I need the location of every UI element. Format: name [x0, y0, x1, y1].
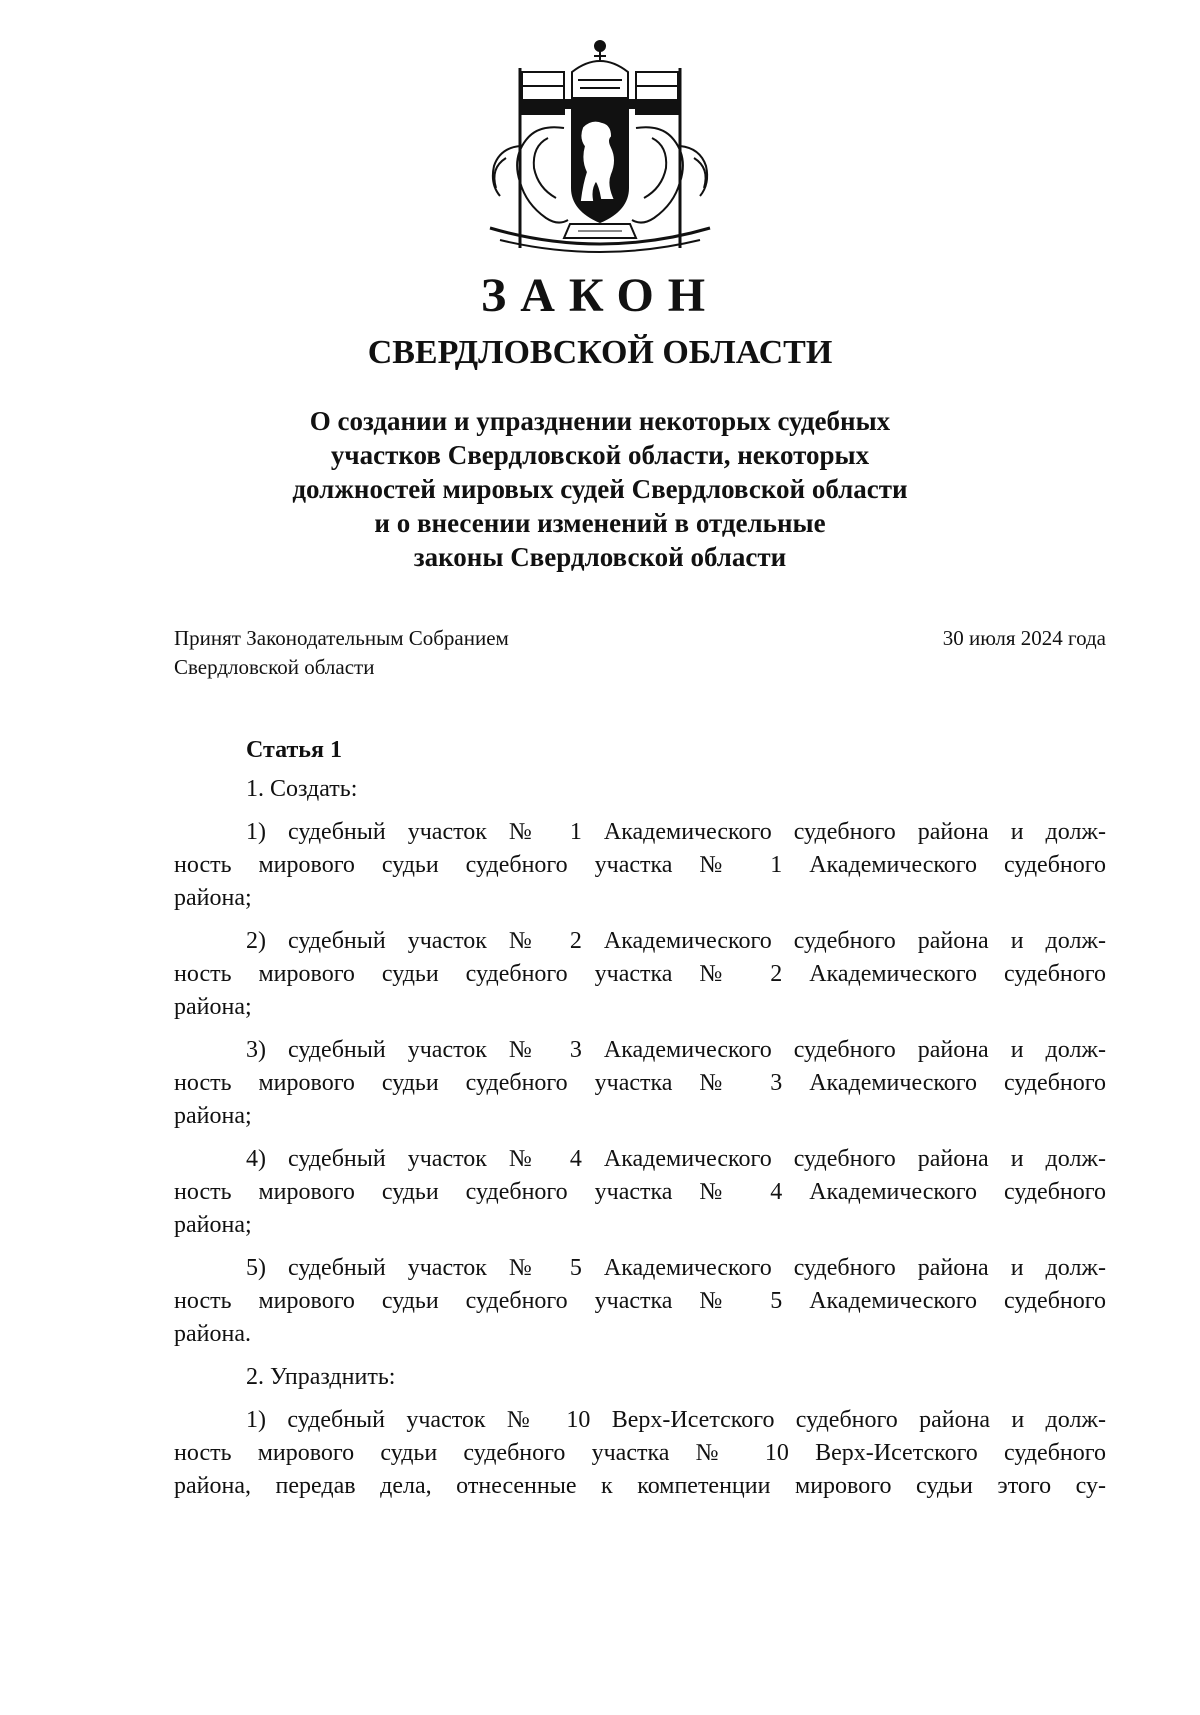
adoption-date: 30 июля 2024 года	[942, 626, 1106, 650]
text-line: 3) судебный участок № 3 Академического судебного района и долж-	[246, 1037, 1106, 1063]
section-label	[174, 773, 1106, 806]
adopted-line: Свердловской области	[174, 655, 375, 679]
list-item	[174, 1143, 1106, 1242]
text-line: ность мирового судьи судебного участка № 3 Академического судебного	[174, 1070, 1106, 1096]
list-item	[174, 816, 1106, 915]
document-body	[174, 734, 1106, 1513]
subject-line: О создании и упразднении некоторых судебных	[309, 406, 891, 436]
text-line: 5) судебный участок № 5 Академического судебного района и долж-	[246, 1255, 1106, 1281]
document-region: СВЕРДЛОВСКОЙ ОБЛАСТИ	[367, 334, 833, 371]
text-line: ность мирового судьи судебного участка № 1 Академического судебного	[174, 852, 1106, 878]
text-line: ность мирового судьи судебного участка № 5 Академического судебного	[174, 1288, 1106, 1314]
text-line: ность мирового судьи судебного участка № 4 Академического судебного	[174, 1179, 1106, 1205]
text-line: района;	[174, 1103, 252, 1129]
abolish-items-list	[174, 1404, 1106, 1503]
text-line: ность мирового судьи судебного участка № 2 Академического судебного	[174, 961, 1106, 987]
sverdlovsk-coat-of-arms-icon	[460, 28, 740, 260]
list-item	[174, 1252, 1106, 1351]
text-line: 2) судебный участок № 2 Академического судебного района и долж-	[246, 928, 1106, 954]
text-line: 2. Упразднить:	[246, 1364, 396, 1390]
document-subject	[200, 404, 1000, 574]
subject-line: участков Свердловской области, некоторых	[330, 440, 870, 470]
text-line: района;	[174, 885, 252, 911]
text-line: района.	[174, 1321, 251, 1347]
text-line: 1. Создать:	[246, 776, 358, 802]
text-line: 4) судебный участок № 4 Академического судебного района и долж-	[246, 1146, 1106, 1172]
section-label	[174, 1361, 1106, 1394]
subject-line: и о внесении изменений в отдельные	[374, 508, 826, 538]
create-items-list	[174, 816, 1106, 1351]
text-line: района;	[174, 994, 252, 1020]
text-line: района, передав дела, отнесенные к компетенции мирового судьи этого су-	[174, 1473, 1106, 1499]
list-item	[174, 1404, 1106, 1503]
document-title: ЗАКОН	[480, 269, 720, 322]
adopted-line: Принят Законодательным Собранием	[174, 626, 509, 650]
adopted-by	[174, 624, 509, 682]
subject-line: должностей мировых судей Свердловской области	[292, 474, 908, 504]
article-heading: Статья 1	[246, 737, 342, 763]
text-line: 1) судебный участок № 10 Верх-Исетского судебного района и долж-	[246, 1407, 1106, 1433]
subject-line: законы Свердловской области	[413, 542, 787, 572]
list-item	[174, 1034, 1106, 1133]
text-line: ность мирового судьи судебного участка № 10 Верх-Исетского судебного	[174, 1440, 1106, 1466]
list-item	[174, 925, 1106, 1024]
text-line: 1) судебный участок № 1 Академического судебного района и долж-	[246, 819, 1106, 845]
text-line: района;	[174, 1212, 252, 1238]
